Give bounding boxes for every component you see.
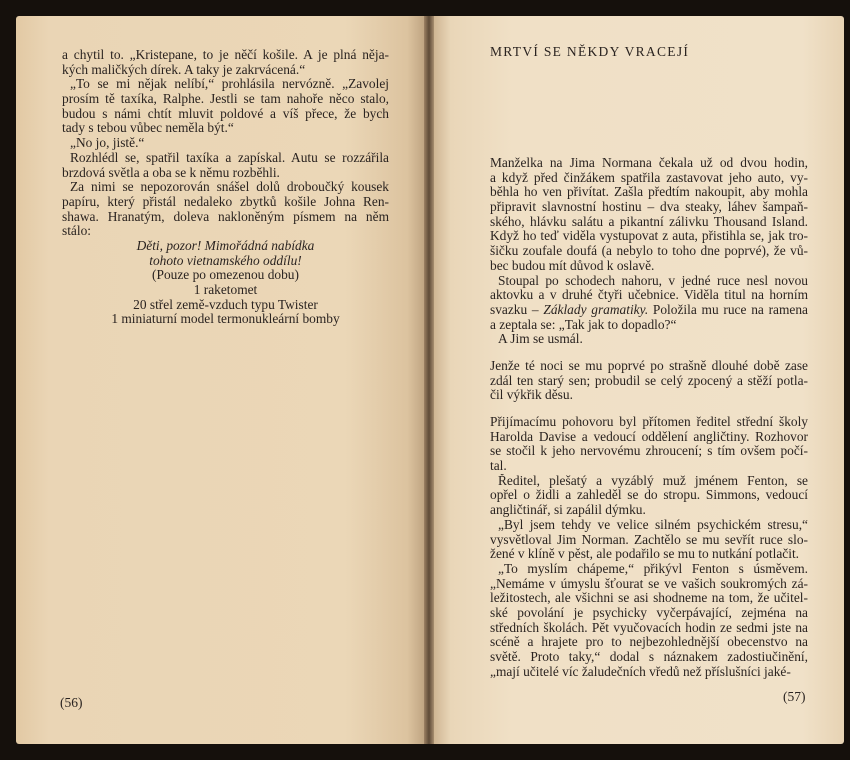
note-line: 20 střel země-vzduch typu Twister <box>133 296 318 312</box>
text-line: kých maličkých dírek. A taky je zakrvácená.“ <box>62 61 306 77</box>
text-line: a když před činžákem spatřila zastavovat jeho auto, vy- <box>490 170 808 185</box>
text-line: „To myslím chápeme,“ přikývl Fenton s úsměvem. <box>498 561 808 576</box>
left-page-text <box>62 48 389 327</box>
text-line: ské povolání je psychicky vyčerpávající, zejména na <box>490 605 808 620</box>
text-line: a chytil to. „Kristepane, to je něčí košile. A je plná něja- <box>62 48 389 62</box>
note-italic-line: tohoto vietnamského oddílu! <box>149 252 302 268</box>
text-line: žené v klíně v pěst, ale podařilo se mu to nutkání potlačit. <box>490 546 800 562</box>
text-line: běhla ho ven přivítat. Zašla předtím nakoupit, aby mohla <box>490 185 808 200</box>
paragraph <box>62 136 389 151</box>
paragraph <box>490 518 808 562</box>
text-line: „To se mi nějak nelíbí,“ prohlásila nervózně. „Zavolej <box>70 77 389 92</box>
text-line: bec budou mít důvod k oslavě. <box>490 257 655 273</box>
running-head: MRTVÍ SE NĚKDY VRACEJÍ <box>490 44 690 59</box>
text-line: brzdová světla a oba se k němu rozběhli. <box>62 164 280 180</box>
text-line: a zeptala se: „Tak jak to dopadlo?“ <box>490 316 677 332</box>
text-line: ležitostech, ale všichni se asi shodneme na tom, že učitel- <box>490 591 808 606</box>
text-segment: svazku – <box>490 302 544 317</box>
text-line: Přijímacímu pohovoru byl přítomen ředitel střední školy <box>490 415 808 429</box>
paragraph <box>490 359 808 403</box>
section-break <box>490 347 808 359</box>
paragraph <box>490 415 808 474</box>
text-segment: Položila mu ruce na ramena <box>648 302 808 317</box>
text-line: „No jo, jistě.“ <box>70 135 145 151</box>
text-line: ského, hlávku salátu a pikantní zálivku Thousand Island. <box>490 214 808 229</box>
text-line: Za nimi se nepozorován snášel dolů droboučký kousek <box>70 180 389 195</box>
right-page-text <box>490 156 808 679</box>
text-line: opřel o židli a zahleděl se do stropu. Simmons, vedoucí <box>490 488 808 503</box>
book-title-italic: Základy gramatiky. <box>543 302 649 317</box>
text-line: šičku zoufale doufá (a nebylo to toho dne poprvé), že vů- <box>490 244 808 259</box>
paragraph <box>62 180 389 239</box>
text-line: Když ho teď viděla vystupovat z auta, přistihla se, jak tro- <box>490 229 808 244</box>
text-line: „Byl jsem tehdy ve velice silném psychickém stresu,“ <box>498 517 808 532</box>
text-line: tal. <box>490 458 507 474</box>
text-line: čil výkřik děsu. <box>490 387 573 403</box>
text-line: Ředitel, plešatý a vyzáblý muž jménem Fenton, se <box>498 473 808 488</box>
text-line: scéně a hrajete pro to nejbezohlednější obecenstvo na <box>490 635 808 650</box>
note-italic-line: Děti, pozor! Mimořádná nabídka <box>136 237 315 253</box>
text-line: A Jim se usmál. <box>498 331 583 347</box>
text-line: Stoupal po schodech nahoru, v jedné ruce nesl novou <box>498 273 808 288</box>
text-line: budou s námi chtít mluvit poldové a víš přece, že bych <box>62 106 389 121</box>
leaflet-note <box>62 239 389 327</box>
section-break <box>490 403 808 415</box>
page-number-left: (56) <box>60 695 83 710</box>
text-line: Jenže té noci se mu poprvé po strašně dlouhé době zase <box>490 358 808 373</box>
note-line: (Pouze po omezenou dobu) <box>152 267 299 283</box>
text-line: tady s tebou vůbec neměla být.“ <box>62 120 234 136</box>
text-line: papíru, který přistál nedaleko zbytků košile Johna Ren- <box>62 194 389 209</box>
text-line: středních školách. Pět vyučovacích hodin ze sedmi jste na <box>490 620 808 635</box>
text-line: vysvětloval Jim Norman. Zachtělo se mu sevřít ruce slo- <box>490 532 808 547</box>
paragraph <box>62 48 389 77</box>
text-line: angličtinář, si zapálil dýmku. <box>490 502 646 518</box>
paragraph <box>490 474 808 518</box>
note-line: 1 raketomet <box>193 282 258 297</box>
paragraph <box>490 156 808 274</box>
paragraph <box>62 151 389 180</box>
text-line: shawa. Hranatým, doleva nakloněným písmem na něm <box>62 209 389 224</box>
page-number-right: (57) <box>783 689 806 704</box>
paragraph <box>490 562 808 680</box>
text-line <box>490 303 808 318</box>
text-line: prosím tě taxíka, Ralphe. Jestli se tam nahoře něco stalo, <box>62 92 389 107</box>
text-line: se stočil k jeho nervovému zhroucení; s tím ovšem počí- <box>490 444 808 459</box>
paragraph <box>62 77 389 136</box>
text-line: připravit slavnostní hostinu – dva steaky, láhev šampaň- <box>490 200 808 215</box>
text-line: zdál ten starý sen; probudil se celý zpocený a stěží potla- <box>490 373 808 388</box>
paragraph <box>490 274 808 333</box>
text-line: stálo: <box>62 223 92 239</box>
paragraph <box>490 332 808 347</box>
book-gutter <box>424 16 434 744</box>
text-line: Rozhlédl se, spatřil taxíka a zapískal. Autu se rozzářila <box>70 150 389 165</box>
text-line: Harolda Davise a vedoucí oddělení angličtiny. Rozhovor <box>490 429 808 444</box>
text-line: „mají učitelé víc žaludečních vředů než příslušníci jaké- <box>490 663 791 679</box>
text-line: aktovku a v druhé čtyři učebnice. Viděla titul na horním <box>490 288 808 303</box>
note-line: 1 miniaturní model termonukleární bomby <box>111 311 340 327</box>
text-line: Manželka na Jima Normana čekala už od dvou hodin, <box>490 156 808 170</box>
text-line: „Nemáme v úmyslu šťourat se ve vašich soukromých zá- <box>490 576 808 591</box>
text-line: světě. Proto taky,“ dodal s náznakem zadostiučinění, <box>490 650 808 664</box>
